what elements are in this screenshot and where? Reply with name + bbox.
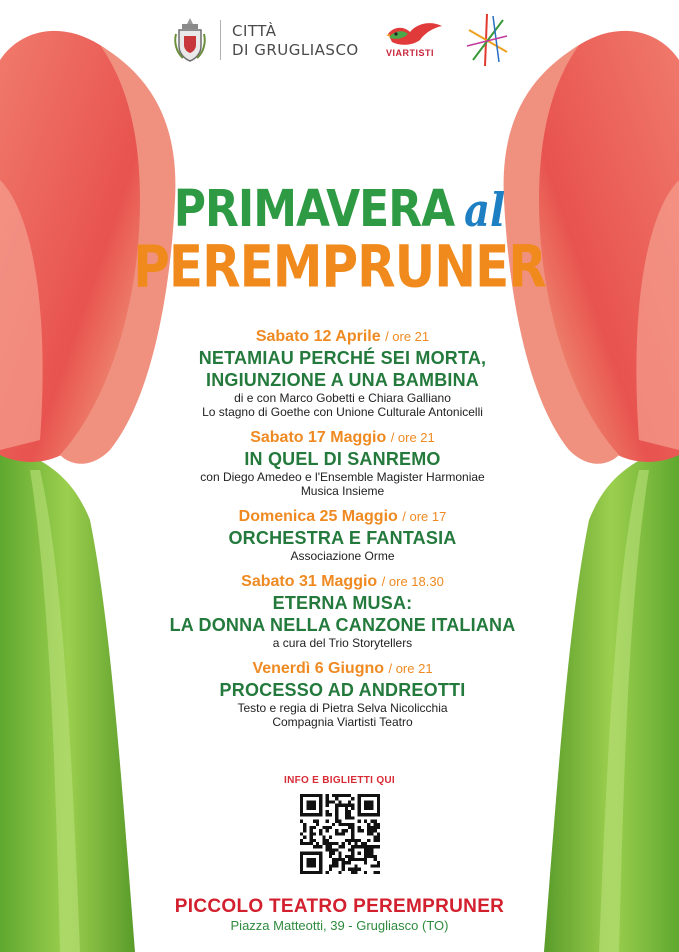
event-date: Sabato 12 Aprile / ore 21	[255, 328, 430, 345]
city-name-line1: CITTÀ	[232, 22, 277, 40]
event-date: Domenica 25 Maggio / ore 17	[238, 508, 447, 525]
event-title: INGIUNZIONE A UNA BAMBINA	[206, 370, 479, 390]
title-peremptuner: PEREMPRUNER	[133, 233, 546, 301]
title-line1	[0, 180, 679, 239]
event-title: ETERNA MUSA:	[272, 593, 413, 613]
event-date: Sabato 17 Maggio / ore 21	[250, 429, 435, 446]
event-title: IN QUEL DI SANREMO	[244, 449, 441, 469]
event-list	[120, 326, 565, 737]
event-detail: di e con Marco Gobetti e Chiara Galliano	[234, 391, 451, 405]
la-scena-logo-icon	[463, 12, 511, 68]
city-name-line2: DI GRUGLIASCO	[232, 41, 359, 59]
title-al: al	[464, 183, 506, 238]
event-detail: Lo stagno di Goethe con Unione Culturale Antonicelli	[202, 405, 483, 419]
event-detail: Testo e regia di Pietra Selva Nicolicchia	[237, 701, 448, 715]
event-item	[120, 326, 565, 419]
event-detail: Compagnia Viartisti Teatro	[272, 715, 413, 729]
tickets-qr-code[interactable]	[300, 794, 380, 874]
viartisti-bird-logo-icon	[382, 16, 448, 66]
event-time: / ore 17	[402, 509, 447, 524]
event-date: Venerdì 6 Giugno / ore 21	[252, 660, 433, 677]
viartisti-label: VIARTISTI	[386, 48, 435, 58]
logo-separator	[220, 20, 221, 60]
title-primavera: PRIMAVERA	[173, 180, 455, 239]
event-time: / ore 21	[388, 661, 433, 676]
event-item	[120, 571, 565, 650]
event-item	[120, 506, 565, 563]
event-title: LA DONNA NELLA CANZONE ITALIANA	[169, 615, 516, 635]
event-detail: Musica Insieme	[300, 484, 385, 498]
header-logos	[170, 10, 520, 70]
event-title: PROCESSO AD ANDREOTTI	[219, 680, 466, 700]
event-time: / ore 18.30	[381, 574, 444, 589]
venue-address: Piazza Matteotti, 39 - Grugliasco (TO)	[230, 918, 449, 933]
venue-name: PICCOLO TEATRO PEREMPRUNER	[174, 896, 505, 917]
info-tickets-label: INFO E BIGLIETTI QUI	[284, 775, 395, 786]
event-time: / ore 21	[390, 430, 435, 445]
event-date: Sabato 31 Maggio / ore 18.30	[241, 573, 444, 590]
event-item	[120, 658, 565, 729]
event-detail: Associazione Orme	[290, 549, 395, 563]
event-detail: a cura del Trio Storytellers	[272, 636, 413, 650]
grugliasco-crest-icon	[173, 16, 207, 64]
event-title: NETAMIAU PERCHÉ SEI MORTA,	[198, 348, 487, 368]
event-item	[120, 427, 565, 498]
event-time: / ore 21	[385, 329, 430, 344]
event-title: ORCHESTRA E FANTASIA	[228, 528, 457, 548]
event-detail: con Diego Amedeo e l'Ensemble Magister Harmoniae	[200, 470, 485, 484]
